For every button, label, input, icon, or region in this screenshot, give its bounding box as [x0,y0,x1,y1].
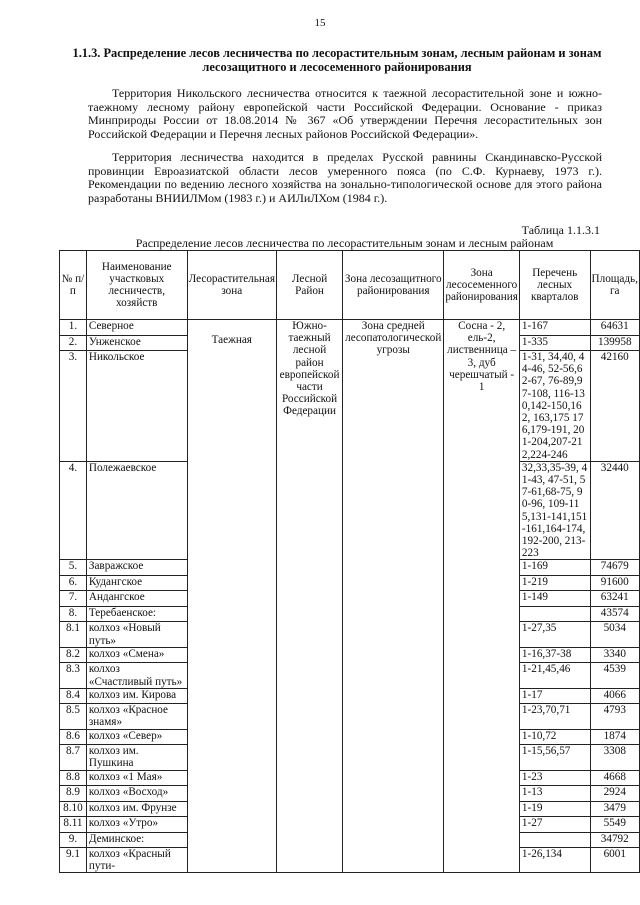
row-quarters: 1-15,56,57 [519,745,590,770]
row-area: 43574 [590,606,639,622]
row-name: колхоз им. Кирова [86,688,187,704]
row-num: 8.3 [60,663,87,688]
row-name: колхоз «Смена» [86,647,187,663]
row-num: 8.10 [60,801,87,817]
row-quarters: 1-335 [519,335,590,351]
merged-forest-region: Южно-таежный лесной район европейской части Российской Федерации [276,320,342,873]
row-name: Деминское: [86,832,187,848]
page-number: 15 [314,17,326,29]
row-name: Теребаенское: [86,606,187,622]
row-name: колхоз «1 Мая» [86,770,187,786]
row-area: 4793 [590,704,639,729]
row-name: Северное [86,320,187,336]
row-area: 5034 [590,622,639,647]
merged-forest-zone: Таежная [187,320,276,873]
header-forest-region: Лесной Район [276,251,342,320]
row-quarters: 1-10,72 [519,729,590,745]
row-num: 8.7 [60,745,87,770]
row-num: 3. [60,351,87,462]
row-num: 8.9 [60,786,87,802]
row-quarters: 1-27 [519,817,590,833]
row-quarters: 1-17 [519,688,590,704]
row-num: 9. [60,832,87,848]
row-num: 8.5 [60,704,87,729]
row-quarters: 1-19 [519,801,590,817]
row-quarters: 1-16,37-38 [519,647,590,663]
row-num: 8. [60,606,87,622]
row-num: 8.11 [60,817,87,833]
paragraph-region-description: Территория лесничества находится в пределах Русской равнины Скандинавско-Русской провинции Евроазиатской области лесов умеренного пояса (по С.Ф. Курнаеву, 1973 г.). Рекомендации по ведению лесного хозяйства на зонально-типологической основе для этого района разработаны ВНИИЛМом (1983 г.) и АИЛиЛХом (1984 г.). [88,150,602,205]
table-header-row [60,251,640,320]
row-name: Унженское [86,335,187,351]
row-area: 32440 [590,461,639,560]
row-num: 8.4 [60,688,87,704]
row-name: колхоз «Новый путь» [86,622,187,647]
section-heading: 1.1.3. Распределение лесов лесничества по лесорастительным зонам, лесным районам и зонам лесозащитного и лесосеменного районирования [72,46,602,74]
row-quarters: 1-21,45,46 [519,663,590,688]
row-name: колхоз «Красное знамя» [86,704,187,729]
row-quarters: 1-13 [519,786,590,802]
row-area: 4066 [590,688,639,704]
row-area: 4668 [590,770,639,786]
row-area: 34792 [590,832,639,848]
row-num: 4. [60,461,87,560]
header-seed-zone: Зона лесосеменного районирования [444,251,520,320]
row-quarters: 32,33,35-39, 41-43, 47-51, 57-61,68-75, 90-96, 109-115,131-141,151-161,164-174,192-200, 213-223 [519,461,590,560]
row-name: колхоз «Счастливый путь» [86,663,187,688]
row-quarters: 1-23,70,71 [519,704,590,729]
row-name: Кудангское [86,575,187,591]
row-name: Никольское [86,351,187,462]
row-quarters [519,832,590,848]
row-name: колхоз «Красный пути- [86,848,187,873]
row-name: колхоз «Восход» [86,786,187,802]
row-quarters: 1-169 [519,560,590,576]
row-area: 74679 [590,560,639,576]
row-area: 3308 [590,745,639,770]
row-area: 6001 [590,848,639,873]
header-protection-zone: Зона лесозащитного районирования [343,251,444,320]
table-label: Таблица 1.1.3.1 [521,223,600,237]
row-quarters [519,606,590,622]
row-area: 91600 [590,575,639,591]
row-quarters: 1-27,35 [519,622,590,647]
row-num: 9.1 [60,848,87,873]
row-num: 8.6 [60,729,87,745]
row-num: 8.8 [60,770,87,786]
header-quarters: Перечень лесных кварталов [519,251,590,320]
paragraph-zone-description: Территория Никольского лесничества относится к таежной лесорастительной зоне и южно-таежному лесному району европейской части Российской Федерации. Основание - приказ Минприроды России от 18.08.2014 № 367 «Об утверждении Перечня лесорастительных зон Российской Федерации и Перечня лесных районов Российской Федерации». [88,86,602,141]
merged-seed-zone: Сосна - 2, ель-2, лиственница – 3, дуб черешчатый - 1 [444,320,520,873]
row-area: 64631 [590,320,639,336]
row-quarters: 1-26,134 [519,848,590,873]
row-quarters: 1-219 [519,575,590,591]
row-name: колхоз «Север» [86,729,187,745]
table-caption: Распределение лесов лесничества по лесорастительным зонам и лесным районам [135,237,554,250]
row-area: 139958 [590,335,639,351]
header-forest-zone: Лесорастительная зона [187,251,276,320]
row-num: 8.1 [60,622,87,647]
row-quarters: 1-23 [519,770,590,786]
row-num: 5. [60,560,87,576]
row-area: 1874 [590,729,639,745]
merged-protection-zone: Зона средней лесопатологической угрозы [343,320,444,873]
row-quarters: 1-149 [519,591,590,607]
header-area: Площадь, га [590,251,639,320]
row-area: 3479 [590,801,639,817]
forest-distribution-table [59,250,640,873]
row-num: 1. [60,320,87,336]
row-quarters: 1-167 [519,320,590,336]
row-num: 7. [60,591,87,607]
row-num: 6. [60,575,87,591]
row-quarters: 1-31, 34,40, 44-46, 52-56,62-67, 76-89,97-108, 116-130,142-150,162, 163,175 176,179-191, 201-204,207-212,224-246 [519,351,590,462]
row-name: колхоз им. Пушкина [86,745,187,770]
row-name: колхоз «Утро» [86,817,187,833]
row-name: колхоз им. Фрунзе [86,801,187,817]
row-name: Завражское [86,560,187,576]
row-num: 2. [60,335,87,351]
table-row [60,320,640,336]
header-name: Наименование участковых лесничеств, хозяйств [86,251,187,320]
row-area: 42160 [590,351,639,462]
row-area: 2924 [590,786,639,802]
row-area: 63241 [590,591,639,607]
row-area: 5549 [590,817,639,833]
row-area: 4539 [590,663,639,688]
row-num: 8.2 [60,647,87,663]
row-name: Андангское [86,591,187,607]
row-area: 3340 [590,647,639,663]
row-name: Полежаевское [86,461,187,560]
header-num: № п/п [60,251,87,320]
